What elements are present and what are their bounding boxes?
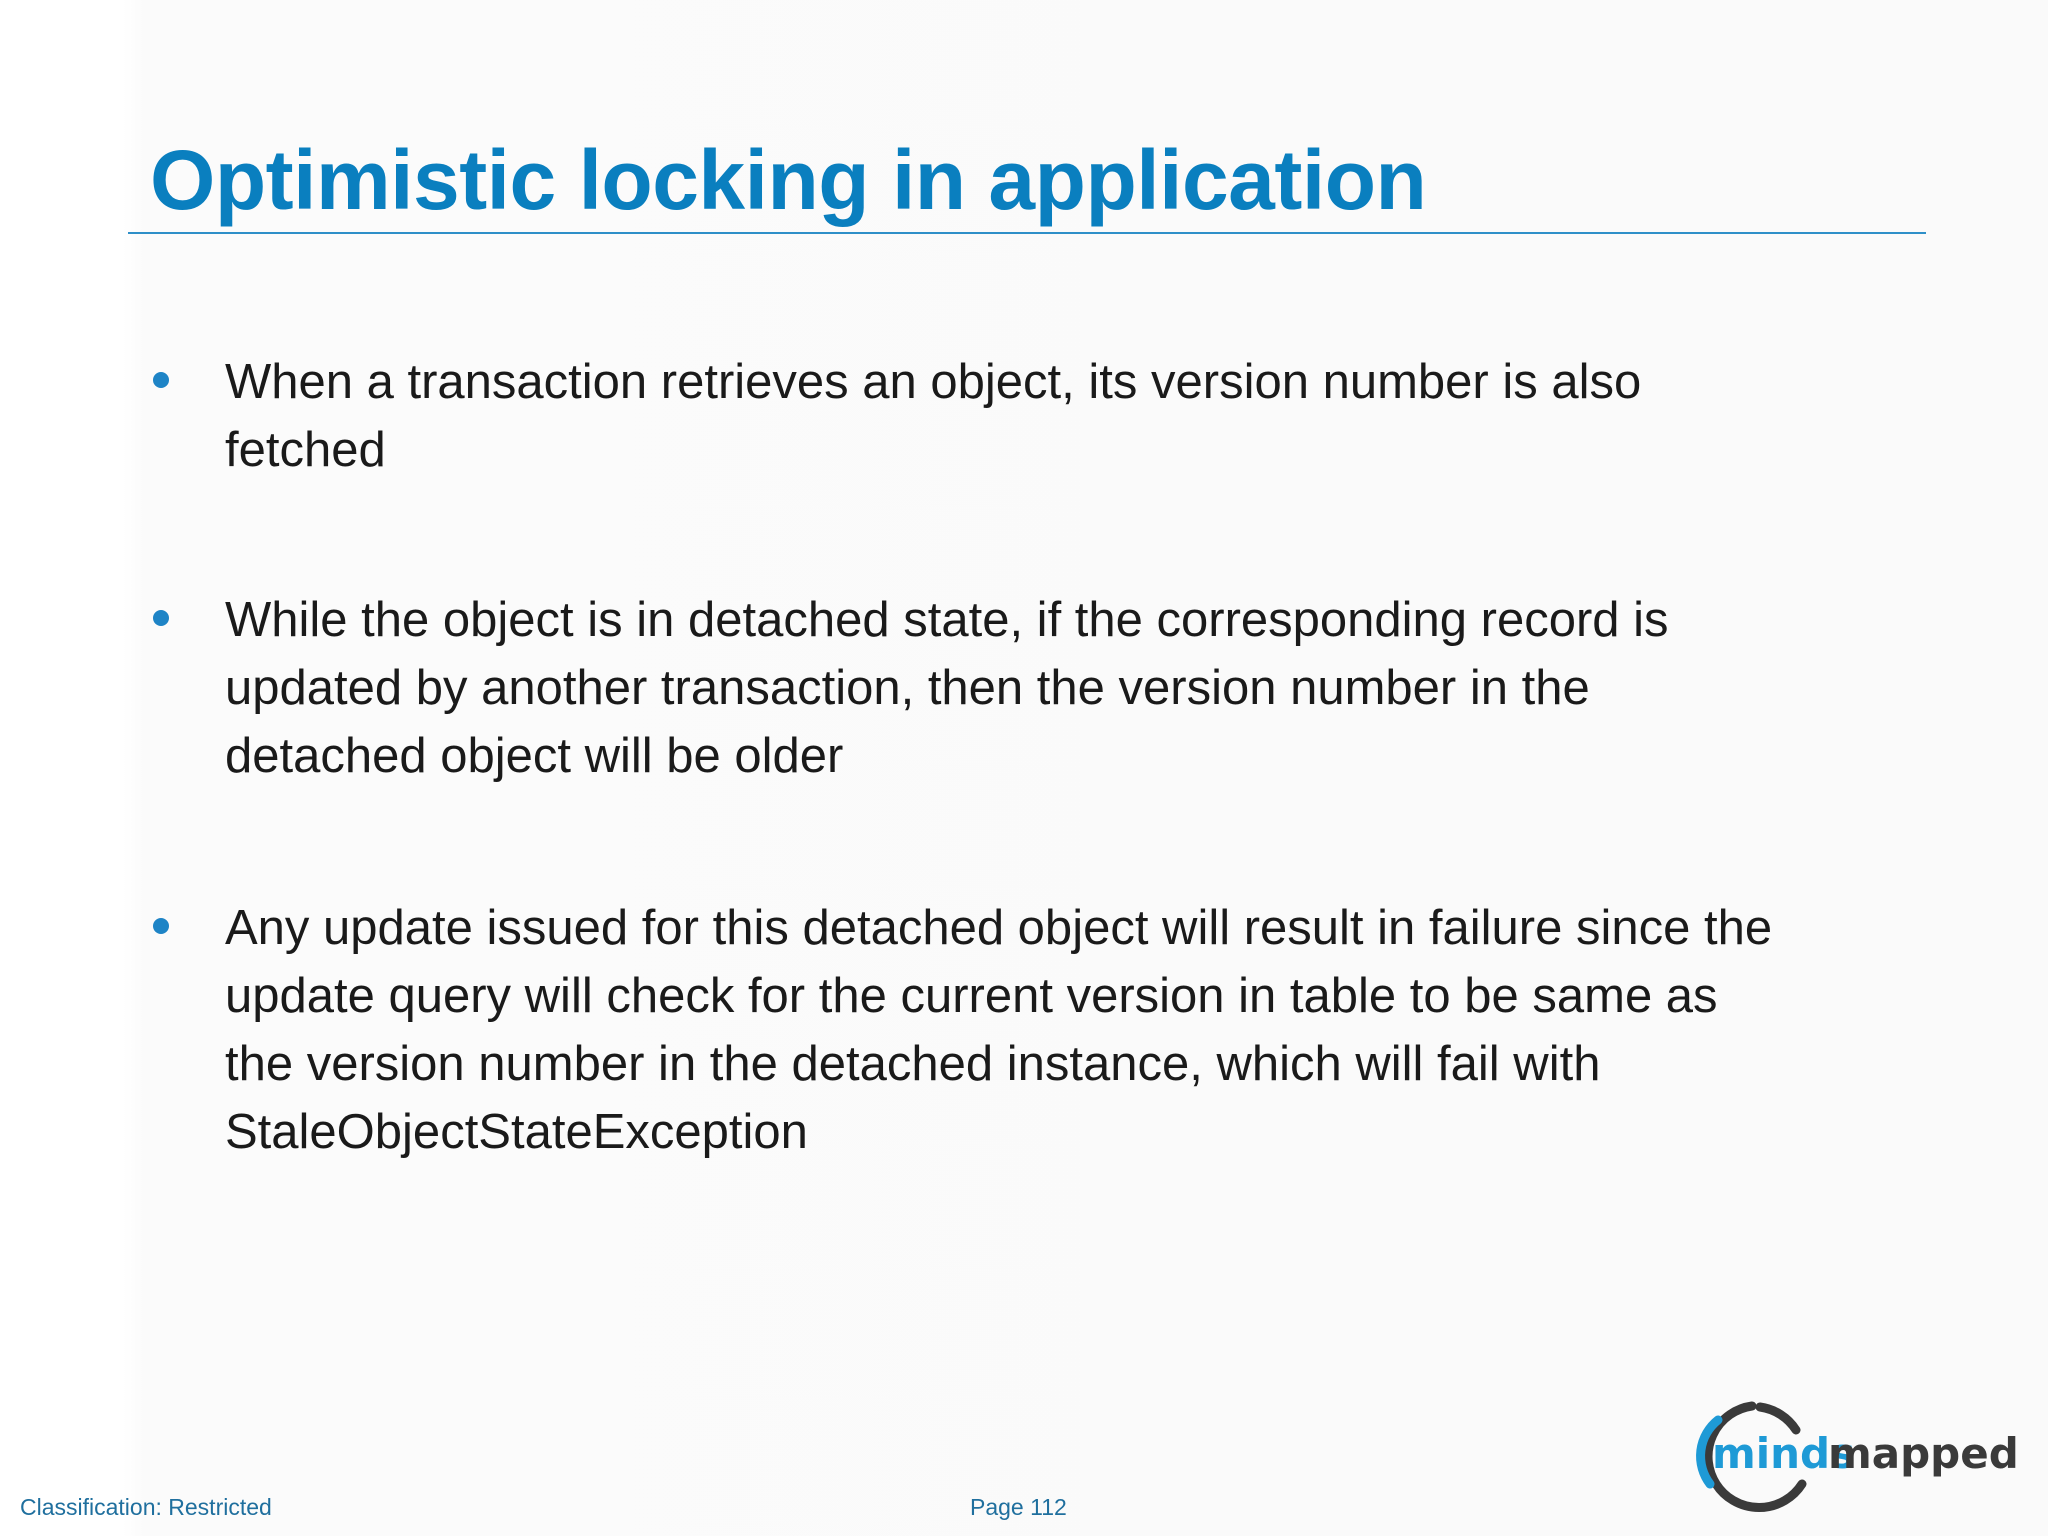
classification-label: Classification: Restricted: [20, 1494, 272, 1520]
bullet-line: StaleObjectStateException: [225, 1105, 808, 1159]
title-divider: [128, 232, 1926, 234]
bullet-dot-icon: [153, 610, 169, 626]
bullet-line: Any update issued for this detached object will result in failure since the: [225, 901, 1773, 955]
page-number: Page 112: [970, 1494, 1067, 1520]
logo-text-minds: minds: [1712, 1429, 1856, 1478]
bullet-line: updated by another transaction, then the version number in the: [225, 661, 1590, 715]
mindsmapped-logo: [1690, 1398, 2020, 1516]
bullet-line: the version number in the detached instance, which will fail with: [225, 1037, 1601, 1091]
bullet-dot-icon: [153, 372, 169, 388]
bullet-item: [148, 348, 1908, 484]
slide-title: Optimistic locking in application: [150, 133, 1427, 227]
bullet-item: [148, 894, 1908, 1166]
logo-text-mapped: mapped: [1828, 1429, 2019, 1478]
bullet-item: [148, 586, 1908, 790]
bullet-dot-icon: [153, 918, 169, 934]
bullet-line: detached object will be older: [225, 729, 844, 783]
bullet-line: When a transaction retrieves an object, its version number is also: [225, 355, 1642, 409]
bullet-line: update query will check for the current version in table to be same as: [225, 969, 1718, 1023]
bullet-line: While the object is in detached state, if the corresponding record is: [225, 593, 1669, 647]
bullet-list: [148, 348, 1908, 1268]
bullet-line: fetched: [225, 423, 386, 477]
